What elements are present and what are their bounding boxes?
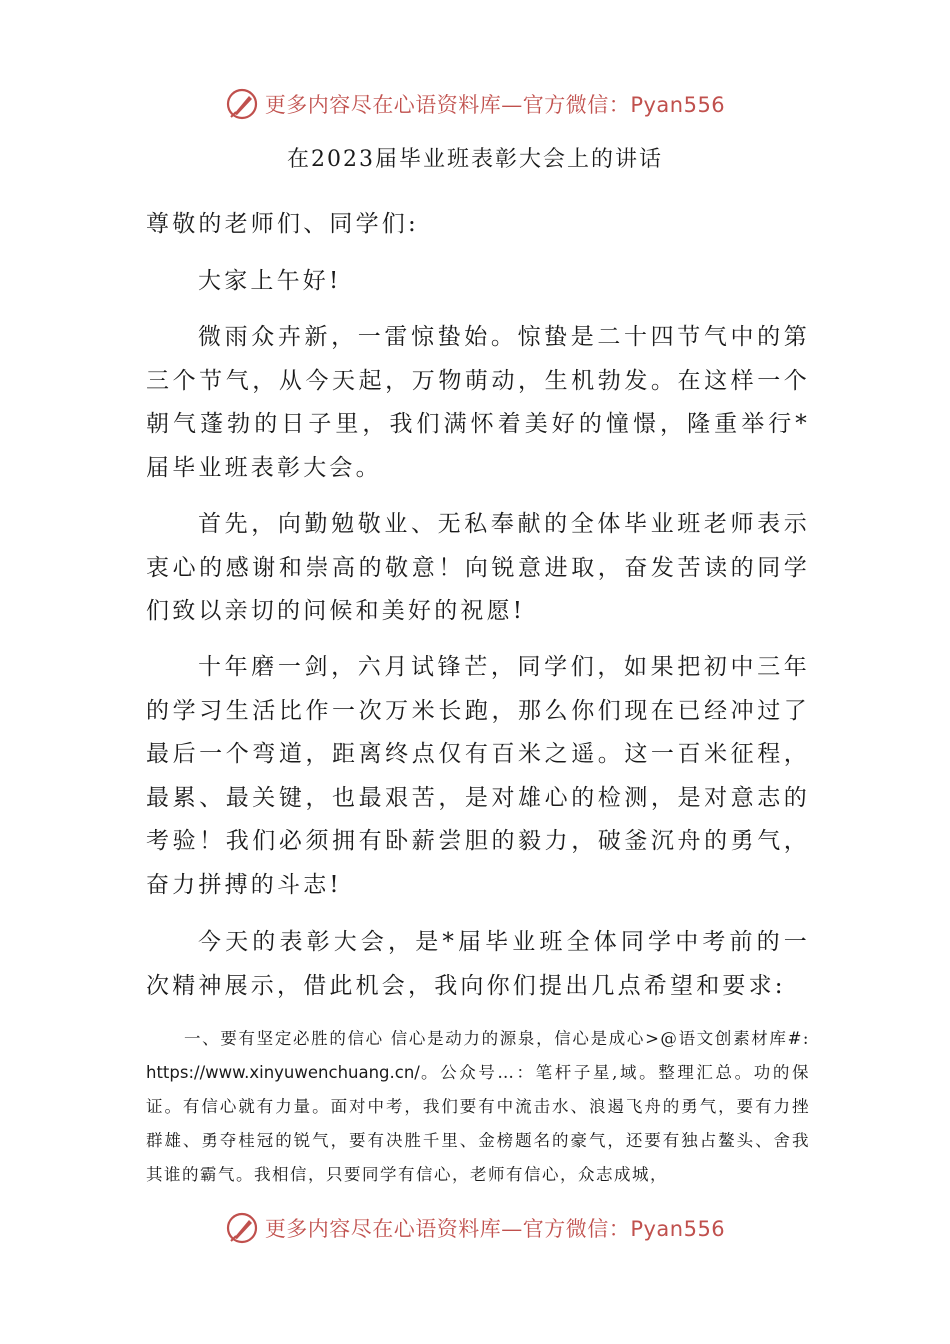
banner-text: 更多内容尽在心语资料库—官方微信：Pyan556 <box>264 93 726 117</box>
header-watermark-banner <box>0 84 950 124</box>
source-url: https://www.xinyuwenchuang.cn/ <box>146 1063 420 1082</box>
paragraph: 今天的表彰大会，是*届毕业班全体同学中考前的一次精神展示，借此机会，我向你们提出几点希望和要求: <box>146 929 810 999</box>
greeting: 大家上午好! <box>198 268 342 294</box>
document-title: 在2023届毕业班表彰大会上的讲话 <box>287 147 663 172</box>
salutation: 尊敬的老师们、同学们: <box>146 211 419 237</box>
quill-circle-logo-icon <box>225 1211 259 1245</box>
quill-circle-logo-icon <box>225 87 259 121</box>
paragraph: 首先，向勤勉敬业、无私奉献的全体毕业班老师表示衷心的感谢和崇高的敬意！向锐意进取，奋发苦读的同学们致以亲切的问候和美好的祝愿! <box>146 511 810 624</box>
banner-text: 更多内容尽在心语资料库—官方微信：Pyan556 <box>264 1217 726 1241</box>
footer-watermark-banner <box>0 1208 950 1248</box>
paragraph: 微雨众卉新，一雷惊蛰始。惊蛰是二十四节气中的第三个节气，从今天起，万物萌动，生机勃发。在这样一个朝气蓬勃的日子里，我们满怀着美好的憧憬，隆重举行*届毕业班表彰大会。 <box>146 324 810 481</box>
paragraph: 十年磨一剑，六月试锋芒，同学们，如果把初中三年的学习生活比作一次万米长跑，那么你们现在已经冲过了最后一个弯道，距离终点仅有百米之遥。这一百米征程，最累、最关键，也最艰苦，是对雄心的检测，是对意志的考验！我们必须拥有卧薪尝胆的毅力，破釜沉舟的勇气，奋力拼搏的斗志! <box>146 654 810 898</box>
small-paragraph: 一、要有坚定必胜的信心 信心是动力的源泉，信心是成心>@语文创素材库#: https://www.xinyuwenchuang.cn/。公众号…：笔杆子星,域。整理汇总。功的保证。有信心就有力量。面对中考，我们要有中流击水、浪遏飞舟的勇气，要有力挫群雄、勇夺桂冠的锐气，要有决胜千里、金榜题名的豪气，还要有独占鳌头、舍我其谁的霸气。我相信，只要同学有信心，老师有信心，众志成城， <box>146 1029 810 1184</box>
